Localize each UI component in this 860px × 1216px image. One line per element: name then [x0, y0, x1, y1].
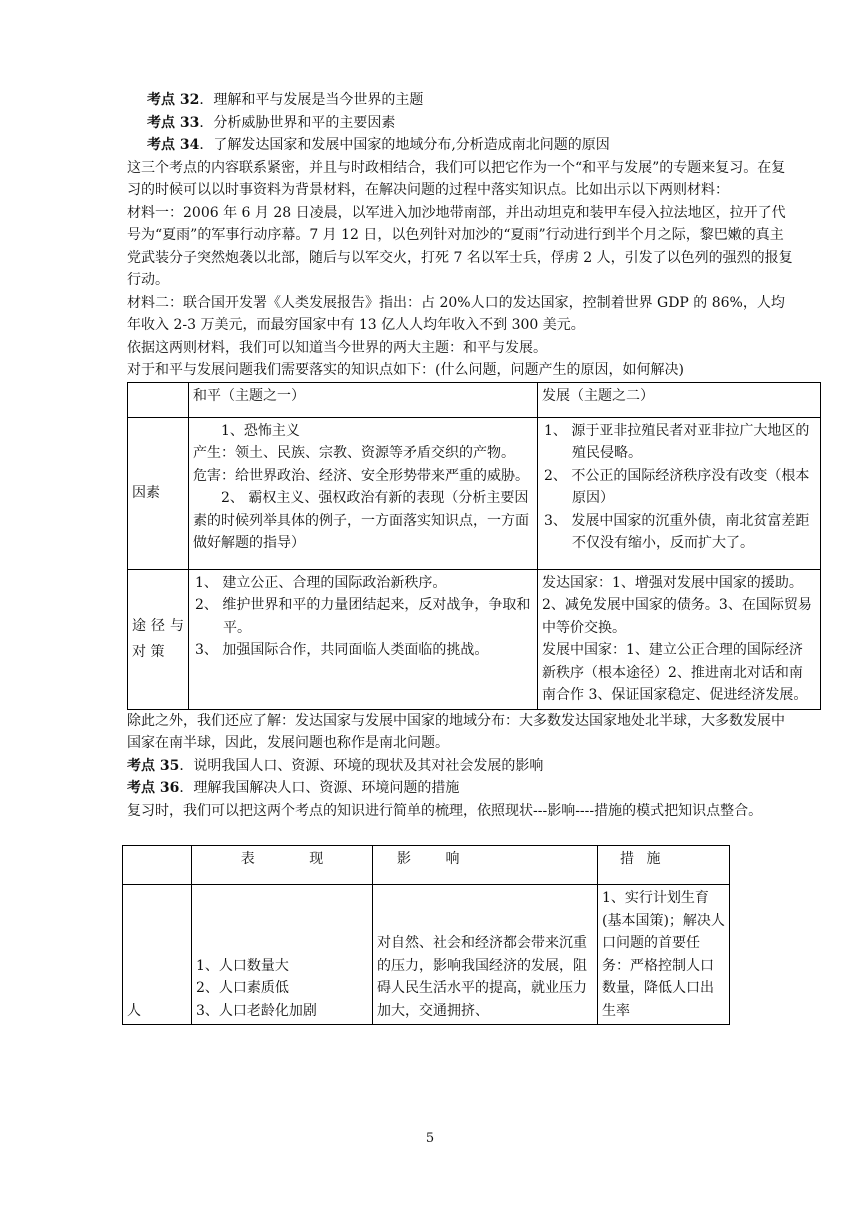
- page-content: [127, 89, 812, 1025]
- development-factor-item: 3、 发展中国家的沉重外债，南北贫富差距不仅没有缩小，反而扩大了。: [544, 512, 810, 551]
- kp34-line: [127, 134, 795, 157]
- review-paragraph: 复习时，我们可以把这两个考点的知识进行简单的梳理，依照现状---影响----措施的模式把知识点整合。: [127, 802, 763, 819]
- kp32-text: ．理解和平与发展是当今世界的主题: [199, 92, 424, 108]
- development-header: 发展（主题之二）: [538, 382, 821, 417]
- kp32-label: 考点 32: [147, 92, 200, 108]
- peace-measure-item: 2、 维护世界和平的力量团结起来，反对战争，争取和平。: [195, 597, 531, 636]
- show-header: 表 现: [192, 846, 373, 885]
- kp36-text: ．理解我国解决人口、资源、环境问题的措施: [179, 780, 460, 796]
- peace-factor-cause: 产生：领土、民族、宗教、资源等矛盾交织的产物。: [193, 445, 515, 461]
- kp34-label: 考点 34: [147, 137, 200, 153]
- material-two: 材料二：联合国开发署《人类发展报告》指出：占 20%人口的发达国家，控制着世界 GDP 的 86%，人均年收入 2-3 万美元，而最穷国家中有 13 亿人人均年收入不到 300 美元。: [127, 294, 785, 333]
- table2-header-row: [123, 846, 730, 885]
- intro-paragraph: 这三个考点的内容联系紧密，并且与时政相结合，我们可以把它作为一个“和平与发展”的专题来复习。在复习的时候可以以时事资料为背景材料，在解决问题的过程中落实知识点。比如出示以下两则材料：: [127, 159, 786, 198]
- kp33-text: ．分析威胁世界和平的主要因素: [199, 114, 396, 131]
- development-factor-item: 2、 不公正的国际经济秩序没有改变（根本原因）: [544, 467, 810, 506]
- development-factors-cell: [538, 417, 821, 569]
- population-show-item: 3、人口老龄化加剧: [196, 1002, 317, 1019]
- kp33-label: 考点 33: [147, 114, 200, 131]
- table-corner-cell: [128, 382, 189, 417]
- kp32-line: [127, 89, 795, 112]
- peace-measure-item: 1、 建立公正、合理的国际政治新秩序。: [195, 574, 447, 591]
- population-row: [123, 885, 730, 1025]
- measure-header: 措 施: [598, 846, 730, 885]
- kp33-line: [127, 112, 795, 135]
- development-factor-item: 1、 源于亚非拉殖民者对亚非拉广大地区的殖民侵略。: [544, 422, 810, 461]
- measures-row: [128, 569, 821, 709]
- knowledge-points-paragraph: 对于和平与发展问题我们需要落实的知识点如下：(什么问题，问题产生的原因，如何解决): [127, 362, 684, 378]
- development-measures-cell: [538, 569, 821, 709]
- factors-row: [128, 417, 821, 569]
- peace-factor-terrorism: 1、恐怖主义: [221, 422, 300, 439]
- population-resource-table: [122, 845, 730, 1025]
- population-show-item: 2、人口素质低: [196, 980, 289, 996]
- table-header-row: [128, 382, 821, 417]
- peace-measure-item: 3、 加强国际合作，共同面临人类面临的挑战。: [195, 642, 489, 658]
- peace-development-table: [127, 382, 821, 710]
- kp35-line: [127, 755, 795, 778]
- kp34-text: ．了解发达国家和发展中国家的地域分布,分析造成南北问题的原因: [199, 137, 610, 153]
- impact-header: 影 响: [373, 846, 598, 885]
- kp35-label: 考点 35: [127, 757, 180, 774]
- population-impact-cell: 对自然、社会和经济都会带来沉重的压力，影响我国经济的发展，阻碍人民生活水平的提高，就业压力加大，交通拥挤、: [373, 885, 598, 1025]
- table2-corner-cell: [123, 846, 192, 885]
- peace-header: 和平（主题之一）: [189, 382, 538, 417]
- population-label: 人: [123, 885, 192, 1025]
- population-show-cell: [192, 885, 373, 1025]
- kp36-label: 考点 36: [127, 780, 180, 796]
- kp36-line: [127, 777, 795, 800]
- developed-country-measures: 发达国家：1、增强对发展中国家的援助。2、减免发展中国家的债务。3、在国际贸易中等价交换。: [542, 574, 812, 636]
- themes-paragraph: 依据这两则材料，我们可以知道当今世界的两大主题：和平与发展。: [127, 339, 547, 356]
- peace-factors-cell: [189, 417, 538, 569]
- north-south-paragraph: 除此之外，我们还应了解：发达国家与发展中国家的地域分布：大多数发达国家地处北半球，大多数发展中国家在南半球，因此，发展问题也称作是南北问题。: [127, 712, 785, 751]
- peace-factor-hegemony: 2、 霸权主义、强权政治有新的表现（分析主要因素的时候列举具体的例子，一方面落实知识点，一方面做好解题的指导）: [193, 490, 529, 551]
- page-number: 5: [425, 1131, 435, 1146]
- developing-country-measures: 发展中国家：1、建立公正合理的国际经济新秩序（根本途径）2、推进南北对话和南南合作 3、保证国家稳定、促进经济发展。: [542, 642, 808, 703]
- population-show-item: 1、人口数量大: [196, 957, 289, 974]
- population-measure-cell: 1、实行计划生育(基本国策)；解决人口问题的首要任务：严格控制人口数量，降低人口出生率: [598, 885, 730, 1025]
- kp35-text: ．说明我国人口、资源、环境的现状及其对社会发展的影响: [179, 757, 544, 774]
- factors-label: 因素: [128, 417, 189, 569]
- measures-label: 途 径 与 对 策: [128, 569, 189, 709]
- material-one: 材料一：2006 年 6 月 28 日凌晨，以军进入加沙地带南部，并出动坦克和装甲车侵入拉法地区，拉开了代号为“夏雨”的军事行动序幕。7 月 12 日，以色列针对加沙的“夏雨”行动进行到半个月之际，黎巴嫩的真主党武装分子突然炮袭以北部，随后与以军交火，打死 7 名以军士兵，俘虏 2 人，引发了以色列的强烈的报复行动。: [127, 204, 793, 288]
- peace-measures-cell: [189, 569, 538, 709]
- peace-factor-harm: 危害：给世界政治、经济、安全形势带来严重的威胁。: [193, 467, 529, 484]
